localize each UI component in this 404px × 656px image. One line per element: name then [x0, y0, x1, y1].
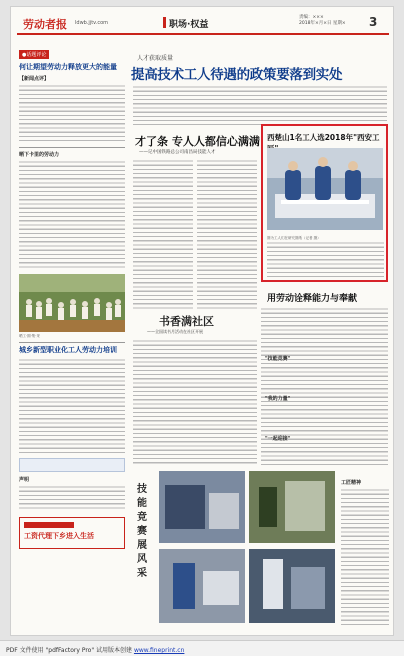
- feature-subtitle: ——记中国铁路总公司南昌局技能人才: [139, 150, 216, 155]
- headline-kicker: 人才获取质量: [137, 55, 174, 62]
- highlighted-caption: 图为工人们在研究图纸（记者 摄）: [267, 236, 321, 240]
- feature-title: 才了条 专人人都信心满满: [135, 135, 260, 148]
- competition-photos: [159, 471, 335, 623]
- labor-headline: 用劳动诠释能力与奉献: [267, 294, 358, 304]
- issue-line: 2018年×月×日 星期×: [299, 21, 346, 26]
- section-marker: [163, 17, 166, 28]
- community-subtitle: ——全国读书月活动在社区开展: [147, 329, 203, 334]
- labor-subheads: [265, 353, 383, 364]
- labor-subheads: [265, 393, 383, 404]
- notice-title: 声明: [19, 476, 30, 483]
- crowd-photo: [19, 274, 125, 332]
- left-subhead: 晒下卡里的劳动力: [19, 152, 60, 158]
- left-headline: 何让期望劳动力释放更大的能量: [19, 63, 117, 71]
- bottom-box: [19, 517, 125, 549]
- page-number: 3: [369, 15, 378, 29]
- section-name: 职场·权益: [169, 20, 209, 30]
- watermark-text: PDF 文件使用 "pdfFactory Pro" 试用版本创建: [6, 647, 133, 654]
- labor-subheads: [265, 433, 383, 444]
- left-byline: 【新闻点评】: [19, 76, 50, 82]
- ad-banner: [19, 458, 125, 472]
- topic-tag: ●话题评论: [19, 50, 49, 59]
- notice-text: [19, 485, 125, 511]
- workers-photo: [267, 148, 383, 230]
- masthead: [17, 13, 389, 35]
- article-text: [19, 358, 125, 454]
- main-headline: 提高技术工人待遇的政策要落到实处: [131, 67, 343, 83]
- bottom-box-title: 工资代理下乡进入生活: [24, 531, 94, 540]
- labor-subhead: "一起迎接": [265, 436, 291, 442]
- masthead-url: ldwb.jjtv.com: [75, 20, 108, 26]
- highlighted-story: [261, 124, 388, 282]
- issue-line: 责编：×××: [299, 15, 324, 20]
- divider: [19, 147, 125, 148]
- feature-column-2: [197, 159, 257, 309]
- workers-photo-image: [267, 148, 383, 230]
- labor-subhead: "技能竞赛": [265, 356, 291, 362]
- newspaper-page: [10, 6, 394, 636]
- box-header: [24, 522, 74, 528]
- labor-subhead: "我的力量": [265, 396, 291, 402]
- left-story-headline: 城乡新型职业化工人劳动力培训: [19, 345, 117, 354]
- newspaper-logo: 劳动者报: [23, 18, 67, 31]
- feature-column-1: [133, 159, 193, 309]
- left-column: [19, 41, 125, 631]
- photo-caption: 晒工·期·集·采: [19, 334, 40, 338]
- article-text: [133, 85, 387, 125]
- side-note-title: 工匠精神: [341, 480, 362, 486]
- article-text: [19, 160, 125, 270]
- vertical-section-title: 技能竞赛展风采: [137, 484, 147, 579]
- pdf-watermark-bar: [0, 640, 404, 656]
- article-text: [341, 488, 389, 626]
- issue-info: [299, 15, 346, 27]
- crowd-photo-image: [19, 274, 125, 332]
- highlighted-story-title: 西楚山1名工人选2018年"西安工: [267, 133, 380, 142]
- competition-photo-grid: [159, 471, 335, 623]
- article-text: [267, 241, 384, 279]
- article-text: [19, 84, 125, 144]
- main-body-text: [133, 85, 387, 125]
- highlighted-story-text: [267, 234, 384, 279]
- side-notes: [341, 477, 389, 626]
- watermark-link[interactable]: www.fineprint.cn: [133, 647, 185, 654]
- community-headline: 书香满社区: [159, 315, 214, 328]
- divider: [19, 342, 125, 343]
- community-text: [133, 339, 257, 465]
